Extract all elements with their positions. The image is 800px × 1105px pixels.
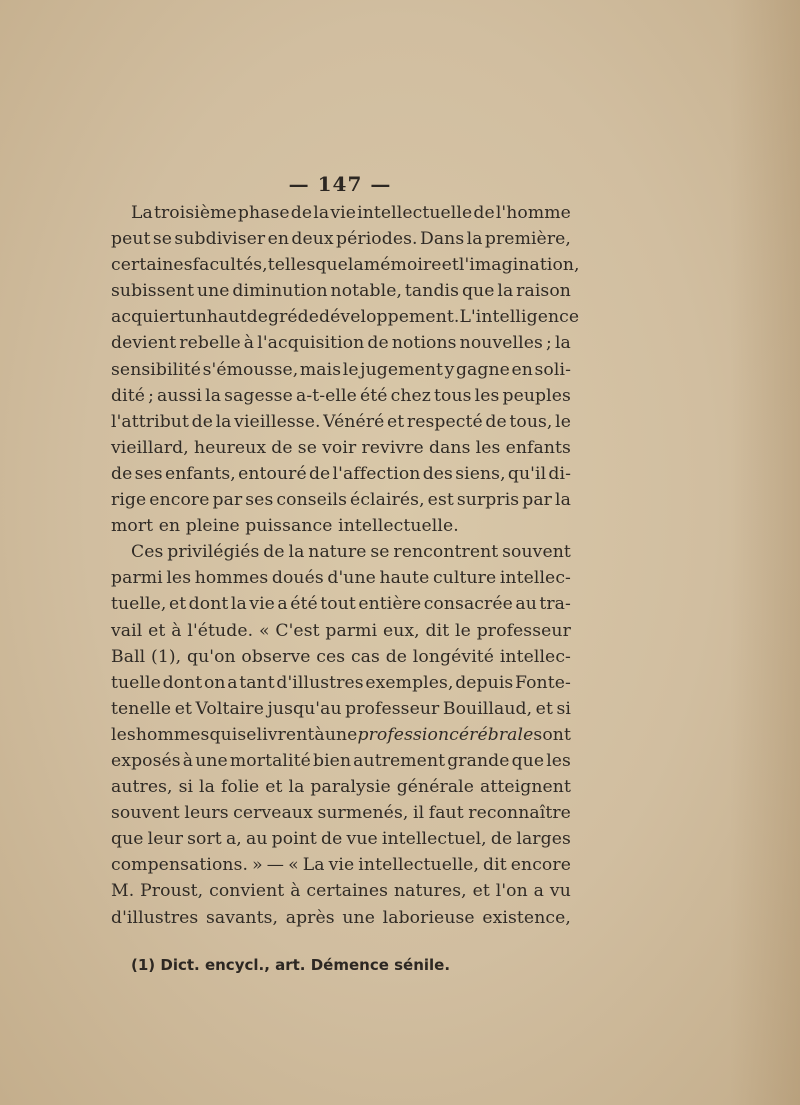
text-line: d'illustres savants, après une laborieuse existence, xyxy=(111,907,571,928)
text-line: La troisième phase de la vie intellectuelle de l'homme xyxy=(131,203,571,223)
text-line: acquiert un haut degré de développement. L'intelligence xyxy=(111,307,580,328)
text-line: souvent leurs cerveaux surmenés, il faut reconnaître xyxy=(111,803,571,824)
text-line: subissent une diminution notable, tandis que la raison xyxy=(111,281,571,302)
text-line: de ses enfants, entouré de l'affection des siens, qu'il di- xyxy=(111,463,571,484)
text-line: mort en pleine puissance intellectuelle. xyxy=(111,516,459,537)
text-line: Ball (1), qu'on observe ces cas de longévité intellec- xyxy=(111,646,571,667)
text-line: les hommes qui se livrent à une profession cérébrale sont xyxy=(111,724,571,745)
text-line: exposés à une mortalité bien autrement grande que les xyxy=(111,750,571,771)
text-line: vieillard, heureux de se voir revivre dans les enfants xyxy=(111,437,571,458)
text-line: l'attribut de la vieillesse. Vénéré et respecté de tous, le xyxy=(111,411,571,432)
page-number: — 147 — xyxy=(288,172,392,196)
text-line: que leur sort a, au point de vue intellectuel, de larges xyxy=(111,829,571,850)
text-line: sensibilité s'émousse, mais le jugement y gagne en soli- xyxy=(111,359,571,380)
text-line: compensations. » — « La vie intellectuelle, dit encore xyxy=(111,855,571,876)
text-line: parmi les hommes doués d'une haute culture intellec- xyxy=(111,568,571,589)
text-line: devient rebelle à l'acquisition de notions nouvelles ; la xyxy=(111,333,571,354)
text-line: vail et à l'étude. « C'est parmi eux, dit le professeur xyxy=(111,620,571,641)
text-line: autres, si la folie et la paralysie générale atteignent xyxy=(111,777,571,798)
text-line: peut se subdiviser en deux périodes. Dans la première, xyxy=(111,229,571,250)
text-line: certaines facultés,telles que la mémoire et l'imagination, xyxy=(111,255,580,276)
text-line: tuelle dont on a tant d'illustres exemples, depuis Fonte- xyxy=(111,672,571,693)
text-line: dité ; aussi la sagesse a-t-elle été chez tous les peuples xyxy=(111,385,571,406)
text-line: tenelle et Voltaire jusqu'au professeur Bouillaud, et si xyxy=(111,698,571,719)
body-text xyxy=(111,200,580,931)
footnote: (1) Dict. encycl., art. Démence sénile. xyxy=(131,956,451,974)
text-line: Ces privilégiés de la nature se rencontrent souvent xyxy=(131,542,571,563)
text-line: rige encore par ses conseils éclairés, est surpris par la xyxy=(111,490,571,511)
text-line: tuelle, et dont la vie a été tout entière consacrée au tra- xyxy=(111,594,571,615)
text-line: M. Proust, convient à certaines natures, et l'on a vu xyxy=(111,881,571,902)
